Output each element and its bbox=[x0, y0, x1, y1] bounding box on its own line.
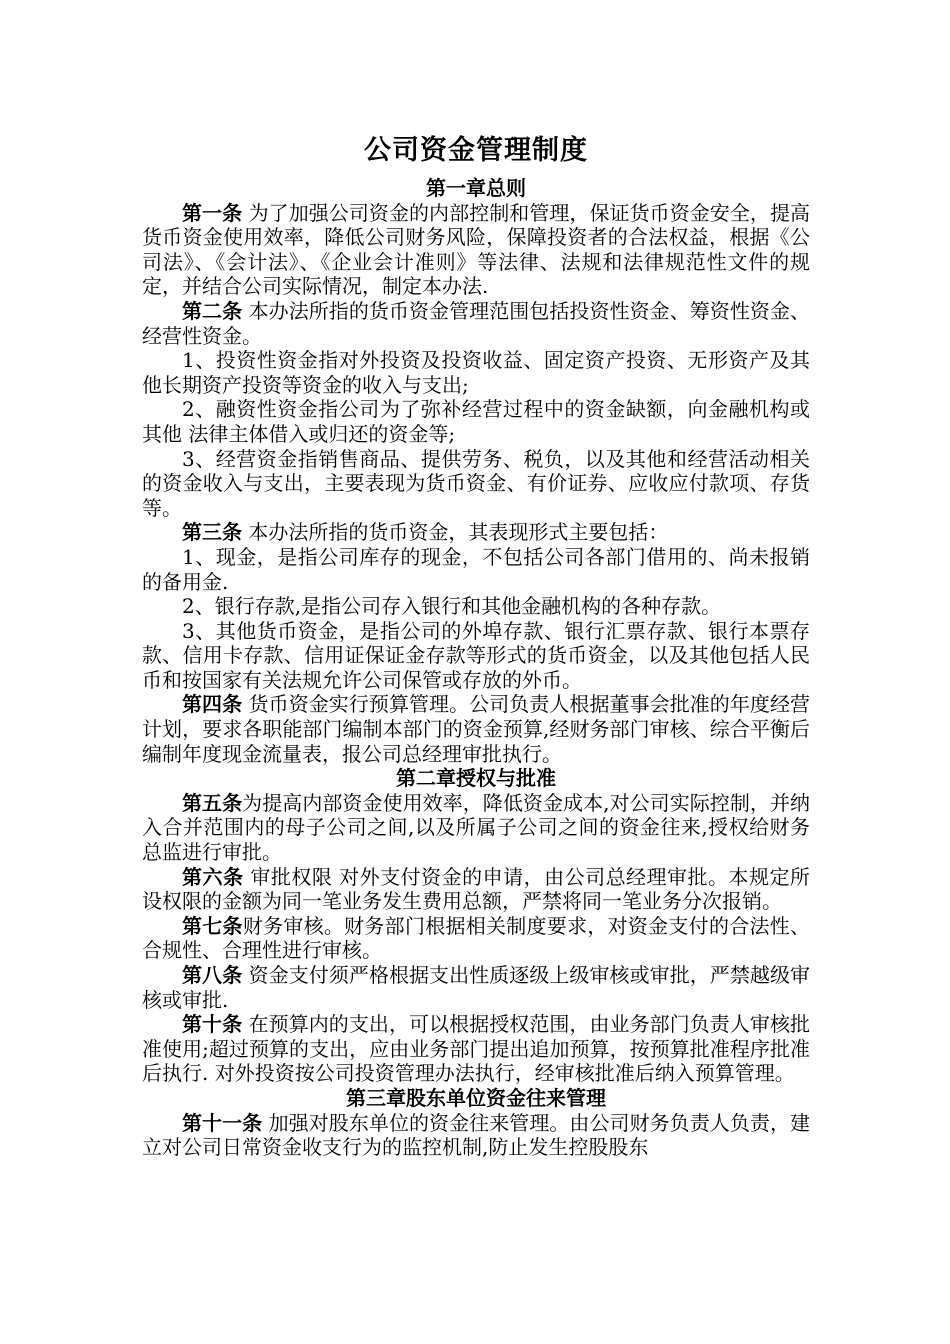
article-label: 第五条 bbox=[182, 790, 243, 815]
list-paragraph bbox=[142, 447, 810, 521]
list-paragraph bbox=[142, 397, 810, 446]
paragraph-text: 1、现金，是指公司库存的现金，不包括公司各部门借用的、尚未报销的备用金. bbox=[142, 544, 810, 594]
article-paragraph bbox=[142, 865, 810, 914]
paragraph-text: 3、经营资金指销售商品、提供劳务、税负，以及其他和经营活动相关的资金收入与支出，主要表现为货币资金、有价证券、应收应付款项、存货等。 bbox=[142, 446, 810, 520]
chapter-heading: 第三章股东单位资金往来管理 bbox=[346, 1085, 606, 1110]
article-label: 第十一条 bbox=[182, 1110, 263, 1135]
paragraph-text: 3、其他货币资金，是指公司的外埠存款、银行汇票存款、银行本票存款、信用卡存款、信用证保证金存款等形式的货币资金，以及其他包括人民币和按国家有关法规允许公司保管或存放的外币。 bbox=[142, 618, 810, 692]
article-label: 第四条 bbox=[182, 692, 243, 717]
article-label: 第八条 bbox=[182, 963, 243, 987]
paragraph-text: 2、银行存款,是指公司存入银行和其他金融机构的各种存款。 bbox=[182, 594, 722, 619]
article-text: 为了加强公司资金的内部控制和管理，保证货币资金安全，提高货币资金使用效率，降低公司财务风险，保障投资者的合法权益，根据《公司法》、《会计法》、《企业会计准则》等法律、法规和法律规范性文件的规定，并结合公司实际情况，制定本办法. bbox=[142, 200, 811, 299]
article-label: 第二条 bbox=[182, 298, 243, 323]
chapter-heading: 第二章授权与批准 bbox=[396, 766, 556, 791]
article-label: 第七条 bbox=[182, 913, 243, 938]
list-paragraph bbox=[142, 619, 810, 693]
article-paragraph bbox=[142, 963, 810, 1012]
article-paragraph bbox=[142, 1111, 810, 1160]
article-label: 第六条 bbox=[182, 864, 244, 889]
article-paragraph bbox=[142, 692, 810, 766]
paragraph-text: 1、投资性资金指对外投资及投资收益、固定资产投资、无形资产及其他长期资产投资等资金的收入与支出; bbox=[142, 348, 810, 397]
article-text: 资金支付须严格根据支出性质逐级上级审核或审批，严禁越级审核或审批. bbox=[142, 963, 811, 1012]
article-text: 本办法所指的货币资金，其表现形式主要包括： bbox=[242, 520, 669, 545]
article-paragraph bbox=[142, 1012, 810, 1086]
article-text: 审批权限 对外支付资金的申请，由公司总经理审批。本规定所设权限的金额为同一笔业务发生费用总额，严禁将同一笔业务分次报销。 bbox=[142, 864, 811, 914]
article-text: 加强对股东单位的资金往来管理。由公司财务负责人负责，建立对公司日常资金收支行为的监控机制,防止发生控股股东 bbox=[142, 1110, 811, 1160]
article-paragraph bbox=[142, 520, 810, 545]
list-paragraph bbox=[142, 545, 810, 594]
list-paragraph bbox=[142, 594, 810, 619]
article-text: 货币资金实行预算管理。公司负责人根据董事会批准的年度经营计划，要求各职能部门编制本部门的资金预算,经财务部门审核、综合平衡后编制年度现金流量表，报公司总经理审批执行。 bbox=[142, 692, 811, 766]
article-text: 在预算内的支出，可以根据授权范围，由业务部门负责人审核批准使用;超过预算的支出，应由业务部门提出追加预算，按预算批准程序批准后执行. 对外投资按公司投资管理办法执行，经审核批准后纳入预算管理。 bbox=[142, 1012, 811, 1086]
article-label: 第三条 bbox=[182, 520, 242, 545]
article-paragraph bbox=[142, 201, 810, 299]
list-paragraph bbox=[142, 348, 810, 397]
article-paragraph bbox=[142, 299, 810, 348]
article-text: 财务审核。财务部门根据相关制度要求，对资金支付的合法性、合规性、合理性进行审核。 bbox=[142, 913, 811, 963]
paragraph-text: 2、融资性资金指公司为了弥补经营过程中的资金缺额，向金融机构或其他 法律主体借入或归还的资金等; bbox=[142, 397, 810, 446]
article-text: 为提高内部资金使用效率，降低资金成本,对公司实际控制，并纳入合并范围内的母子公司之间,以及所属子公司之间的资金往来,授权给财务总监进行审批。 bbox=[142, 790, 811, 865]
document-page bbox=[142, 128, 810, 1160]
chapter-heading: 第一章总则 bbox=[426, 176, 526, 200]
article-paragraph bbox=[142, 914, 810, 963]
article-paragraph bbox=[142, 791, 810, 865]
article-label: 第一条 bbox=[182, 200, 243, 225]
article-label: 第十条 bbox=[182, 1012, 243, 1037]
article-text: 本办法所指的货币资金管理范围包括投资性资金、筹资性资金、经营性资金。 bbox=[142, 298, 811, 348]
document-title: 公司资金管理制度 bbox=[364, 135, 588, 166]
